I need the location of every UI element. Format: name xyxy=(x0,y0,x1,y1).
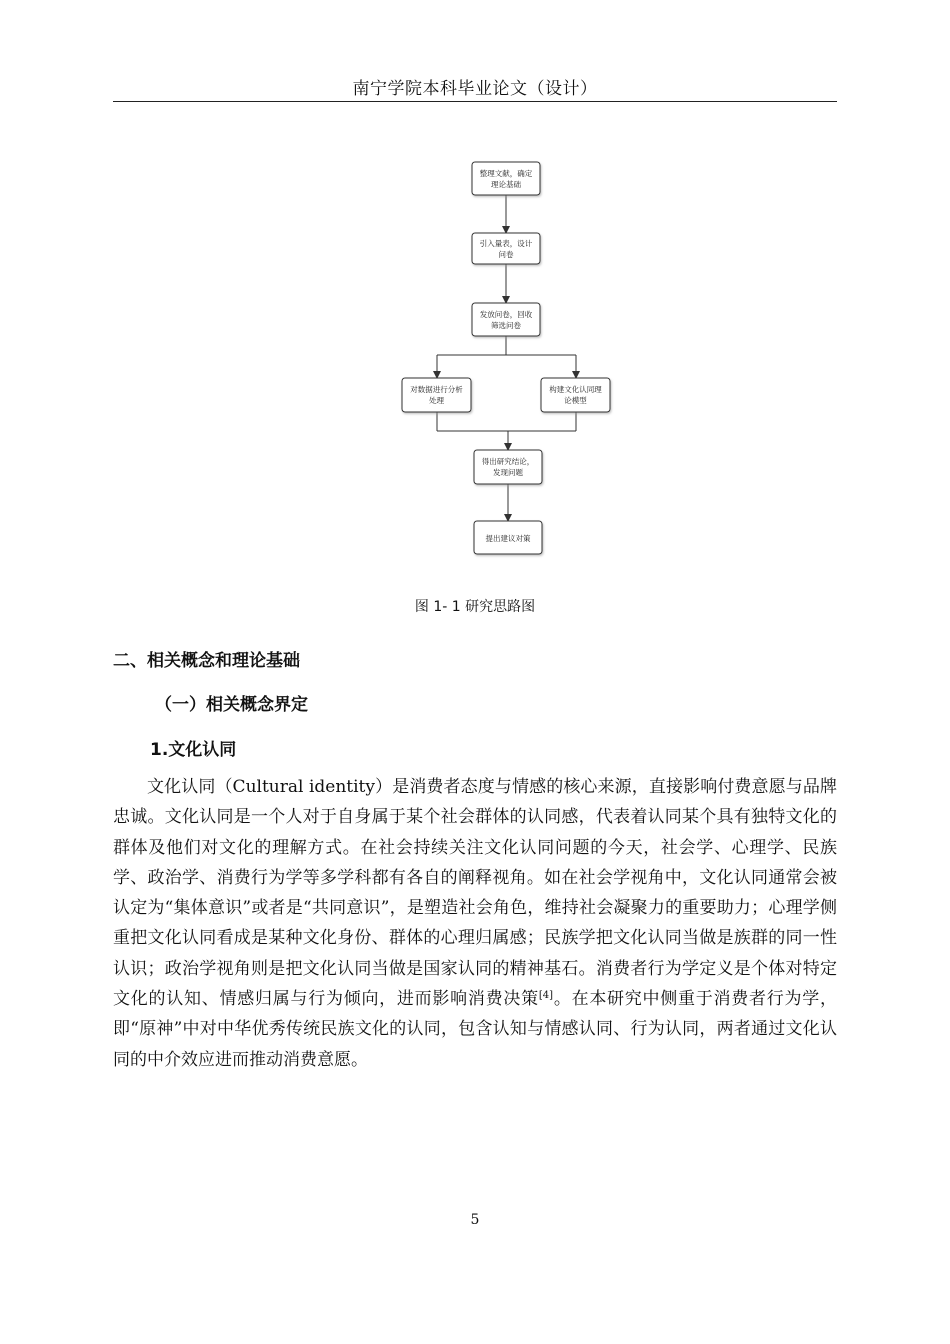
flow-node-text: 发放问卷，回收 xyxy=(479,310,533,319)
flow-node-text: 问卷 xyxy=(498,250,514,259)
flow-node-data-analysis xyxy=(402,378,471,412)
research-flowchart xyxy=(380,150,640,570)
flow-node-text: 论模型 xyxy=(564,396,587,405)
page-number: 5 xyxy=(470,1212,480,1228)
flow-node-text: 构建文化认同理 xyxy=(549,385,602,394)
flow-node-text: 提出建议对策 xyxy=(485,534,531,543)
running-header: 南宁学院本科毕业论文（设计） xyxy=(352,79,598,99)
paragraph-text: 文化认同（Cultural identity）是消费者态度与情感的核心来源，直接影响付费意愿与品牌忠诚。文化认同是一个人对于自身属于某个社会群体的认同感，代表着认同某个具有独特文化的群体及他们对文化的理解方式。在社会持续关注文化认同问题的今天，社会学、心理学、民族学、政治学、消费行为学等多学科都有各自的阐释视角。如在社会学视角中，文化认同通常会被认定为“集体意识”或者是“共同意识”，是塑造社会角色，维持社会凝聚力的重要助力；心理学侧重把文化认同看成是某种文化身份、群体的心理归属感；民族学把文化认同当做是族群的同一性认识；政治学视角则是把文化认同当做是国家认同的精神基石。消费者行为学定义是个体对特定文化的认知、情感归属与行为倾向，进而影响消费决策 xyxy=(113,777,837,1010)
flow-node-conclusion xyxy=(474,450,542,484)
header-rule xyxy=(113,101,837,102)
flow-node-text: 整理文献，确定 xyxy=(479,169,533,178)
flow-node-text: 发现问题 xyxy=(493,468,523,477)
subsection-heading: （一）相关概念界定 xyxy=(155,695,308,715)
flow-node-text: 筛选问卷 xyxy=(491,321,521,330)
flow-node-questionnaire-design xyxy=(472,233,540,264)
flow-node-text: 引入量表，设计 xyxy=(479,239,533,248)
flow-node-text: 得出研究结论， xyxy=(481,457,535,466)
flow-node-model-building xyxy=(541,378,610,412)
flow-node-text: 理论基础 xyxy=(491,180,521,189)
flow-node-text: 对数据进行分析 xyxy=(410,385,463,394)
flow-node-suggestions xyxy=(474,521,542,554)
body-paragraph xyxy=(113,772,837,1075)
flow-node-text: 处理 xyxy=(429,396,444,405)
subsubsection-heading: 1.文化认同 xyxy=(150,740,237,760)
citation-marker: [4] xyxy=(538,990,554,1002)
paragraph-text: 。在本研究中侧重于消费者行为学，即“原神”中对中华优秀传统民族文化的认同，包含认知与情感认同、行为认同，两者通过文化认同的中介效应进而推动消费意愿。 xyxy=(113,989,838,1070)
flow-node-literature xyxy=(472,162,540,195)
flow-node-questionnaire-collect xyxy=(472,303,540,336)
figure-caption: 图 1- 1 研究思路图 xyxy=(414,599,536,615)
section-heading: 二、相关概念和理论基础 xyxy=(113,651,300,671)
